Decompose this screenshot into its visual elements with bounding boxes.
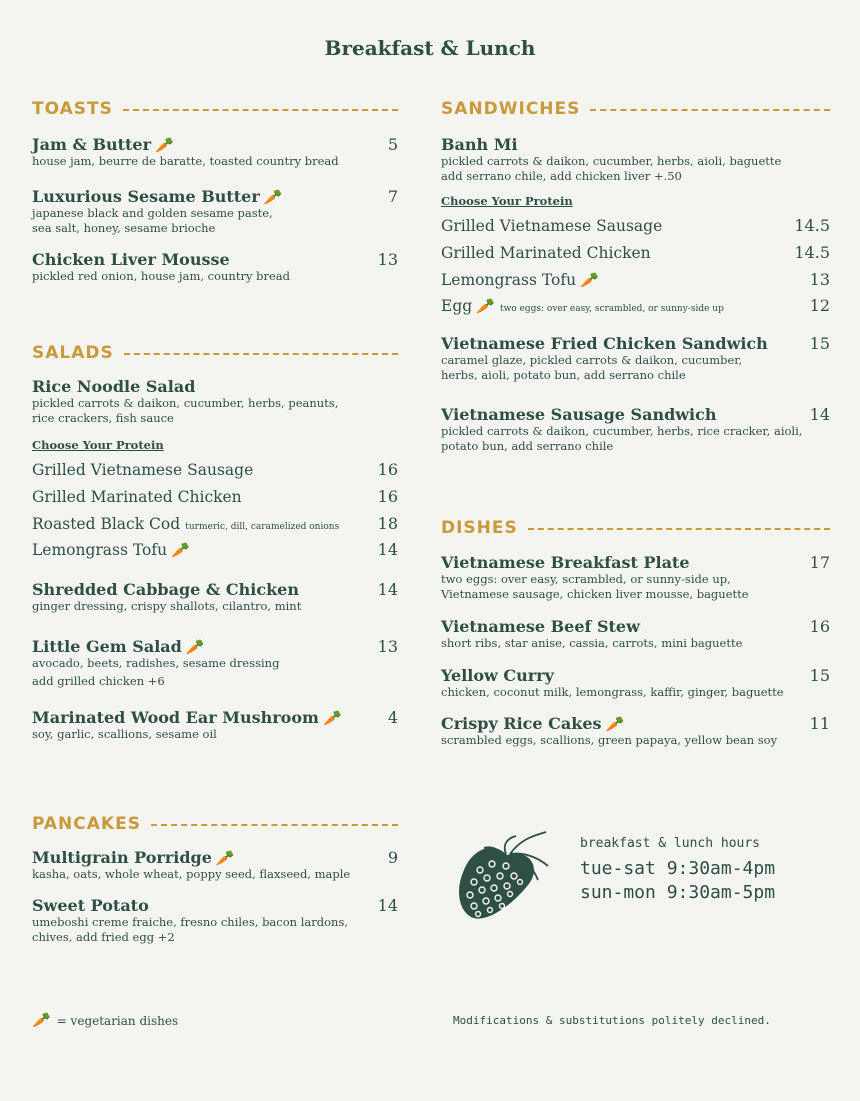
protein-option (441, 270, 830, 289)
item-name: Luxurious Sesame Butter (32, 187, 260, 206)
protein-option (32, 514, 398, 533)
menu-item (441, 714, 830, 748)
item-price: 11 (809, 714, 830, 733)
item-price: 14 (377, 896, 398, 915)
protein-name: Grilled Marinated Chicken (32, 488, 242, 506)
choose-protein-label: Choose Your Protein (441, 194, 573, 208)
item-description: pickled carrots & daikon, cucumber, herbs, peanuts, (32, 396, 339, 410)
vegetarian-icon: 🥕 (215, 849, 235, 867)
item-price: 13 (377, 250, 398, 269)
menu-title: Breakfast & Lunch (324, 36, 536, 60)
item-name: Vietnamese Fried Chicken Sandwich (441, 334, 768, 353)
protein-option (441, 296, 830, 315)
hours-sun-mon: sun-mon 9:30am-5pm (580, 882, 776, 903)
menu-item (441, 334, 830, 383)
item-description: add grilled chicken +6 (32, 674, 165, 688)
toasts-title: TOASTS (32, 99, 113, 119)
protein-option (32, 540, 398, 559)
item-description: rice crackers, fish sauce (32, 411, 174, 425)
legend-text: = vegetarian dishes (56, 1014, 179, 1028)
protein-note: turmeric, dill, caramelized onions (185, 522, 340, 532)
item-description: pickled carrots & daikon, cucumber, herbs, aioli, baguette (441, 154, 782, 168)
hours-block (580, 836, 775, 905)
dishes-header (441, 517, 830, 539)
vegetarian-icon: 🥕 (605, 715, 625, 733)
item-price: 15 (809, 666, 830, 685)
section-divider (124, 353, 398, 355)
menu-item (32, 896, 398, 945)
protein-name: Grilled Vietnamese Sausage (441, 217, 663, 235)
item-price: 15 (809, 334, 830, 353)
item-description: potato bun, add serrano chile (441, 439, 614, 453)
vegetarian-icon: 🥕 (476, 297, 495, 315)
item-description: add serrano chile, add chicken liver +.50 (441, 169, 682, 183)
dishes-title: DISHES (441, 518, 518, 538)
menu-item (32, 637, 398, 689)
vegetarian-icon: 🥕 (155, 136, 174, 154)
protein-name: Grilled Marinated Chicken (441, 244, 651, 262)
salads-title: SALADS (32, 343, 114, 363)
hours-label: breakfast & lunch hours (580, 836, 761, 851)
vegetarian-icon: 🥕 (171, 541, 190, 559)
item-name: Chicken Liver Mousse (32, 250, 230, 269)
item-name: Vietnamese Beef Stew (441, 617, 640, 636)
item-price: 9 (387, 848, 398, 867)
vegetarian-icon: 🥕 (322, 709, 342, 727)
item-description: chicken, coconut milk, lemongrass, kaffir, ginger, baguette (441, 685, 784, 699)
item-price: 14 (377, 580, 398, 599)
pancakes-title: PANCAKES (32, 814, 141, 834)
menu-item (441, 405, 830, 454)
item-name: Sweet Potato (32, 896, 149, 915)
protein-name: Lemongrass Tofu (441, 271, 577, 289)
section-divider (123, 109, 398, 111)
pancakes-section (32, 813, 398, 963)
item-description: japanese black and golden sesame paste, (32, 206, 273, 220)
section-divider (590, 109, 830, 111)
section-divider (528, 528, 830, 530)
item-name: Crispy Rice Cakes (441, 714, 602, 733)
sandwiches-section (441, 98, 830, 468)
item-name: Multigrain Porridge (32, 848, 212, 867)
item-description: soy, garlic, scallions, sesame oil (32, 727, 217, 741)
protein-option (441, 243, 830, 262)
toasts-header (32, 98, 398, 120)
menu-item (32, 187, 398, 236)
protein-note: two eggs: over easy, scrambled, or sunny-side up (499, 304, 724, 314)
item-description: ginger dressing, crispy shallots, cilantro, mint (32, 599, 302, 613)
protein-option (32, 460, 398, 479)
protein-price: 14.5 (794, 243, 830, 262)
protein-option (32, 487, 398, 506)
item-description: herbs, aioli, potato bun, add serrano chile (441, 368, 686, 382)
menu-item (32, 848, 398, 882)
salads-section (32, 342, 398, 762)
menu-item (32, 708, 398, 742)
toasts-section (32, 98, 398, 298)
item-price: 7 (387, 187, 398, 206)
item-name: Jam & Butter (32, 135, 151, 154)
protein-option (441, 216, 830, 235)
protein-price: 14.5 (794, 216, 830, 235)
protein-price: 16 (377, 487, 398, 506)
pancakes-header (32, 813, 398, 835)
modifications-note: Modifications & substitutions politely declined. (453, 1014, 771, 1027)
protein-price: 12 (809, 296, 830, 315)
protein-price: 14 (377, 540, 398, 559)
vegetarian-icon: 🥕 (580, 271, 599, 289)
item-description: kasha, oats, whole wheat, poppy seed, flaxseed, maple (32, 867, 351, 881)
item-name: Marinated Wood Ear Mushroom (32, 708, 319, 727)
menu-item (32, 580, 398, 614)
strawberry-icon (452, 830, 562, 925)
item-name: Vietnamese Breakfast Plate (441, 553, 690, 572)
item-description: caramel glaze, pickled carrots & daikon, cucumber, (441, 353, 743, 367)
item-price: 14 (809, 405, 830, 424)
item-price: 4 (387, 708, 398, 727)
protein-price: 13 (809, 270, 830, 289)
hours-tue-sat: tue-sat 9:30am-4pm (580, 858, 776, 879)
protein-name: Roasted Black Cod (32, 515, 181, 533)
vegetarian-legend (32, 1011, 178, 1029)
menu-item (441, 135, 830, 184)
item-name: Yellow Curry (441, 666, 554, 685)
item-name: Rice Noodle Salad (32, 377, 196, 396)
item-description: scrambled eggs, scallions, green papaya, yellow bean soy (441, 733, 778, 747)
item-description: chives, add fried egg +2 (32, 930, 175, 944)
item-description: short ribs, star anise, cassia, carrots, mini baguette (441, 636, 743, 650)
protein-name: Grilled Vietnamese Sausage (32, 461, 254, 479)
sandwiches-title: SANDWICHES (441, 99, 581, 119)
item-price: 17 (809, 553, 830, 572)
menu-item (32, 250, 398, 284)
item-description: sea salt, honey, sesame brioche (32, 221, 216, 235)
protein-name: Lemongrass Tofu (32, 541, 168, 559)
item-price: 5 (387, 135, 398, 154)
section-divider (151, 824, 398, 826)
item-description: house jam, beurre de baratte, toasted country bread (32, 154, 339, 168)
protein-price: 16 (377, 460, 398, 479)
dishes-section (441, 517, 830, 757)
item-name: Vietnamese Sausage Sandwich (441, 405, 717, 424)
menu-item (32, 377, 398, 426)
salads-header (32, 342, 398, 364)
item-description: two eggs: over easy, scrambled, or sunny-side up, (441, 572, 731, 586)
item-description: pickled red onion, house jam, country bread (32, 269, 290, 283)
vegetarian-icon: 🥕 (32, 1011, 51, 1029)
item-name: Shredded Cabbage & Chicken (32, 580, 299, 599)
vegetarian-icon: 🥕 (185, 638, 205, 656)
item-description: Vietnamese sausage, chicken liver mousse, baguette (441, 587, 749, 601)
item-price: 13 (377, 637, 398, 656)
protein-name: Egg (441, 297, 473, 315)
item-price: 16 (809, 617, 830, 636)
item-name: Banh Mi (441, 135, 518, 154)
item-description: pickled carrots & daikon, cucumber, herbs, rice cracker, aioli, (441, 424, 803, 438)
choose-protein-label: Choose Your Protein (32, 438, 164, 452)
item-description: avocado, beets, radishes, sesame dressing (32, 656, 280, 670)
item-description: umeboshi creme fraiche, fresno chiles, bacon lardons, (32, 915, 348, 929)
protein-price: 18 (377, 514, 398, 533)
menu-item (441, 666, 830, 700)
menu-item (441, 553, 830, 602)
sandwiches-header (441, 98, 830, 120)
menu-item (441, 617, 830, 651)
item-name: Little Gem Salad (32, 637, 182, 656)
menu-item (32, 135, 398, 169)
vegetarian-icon: 🥕 (263, 188, 283, 206)
